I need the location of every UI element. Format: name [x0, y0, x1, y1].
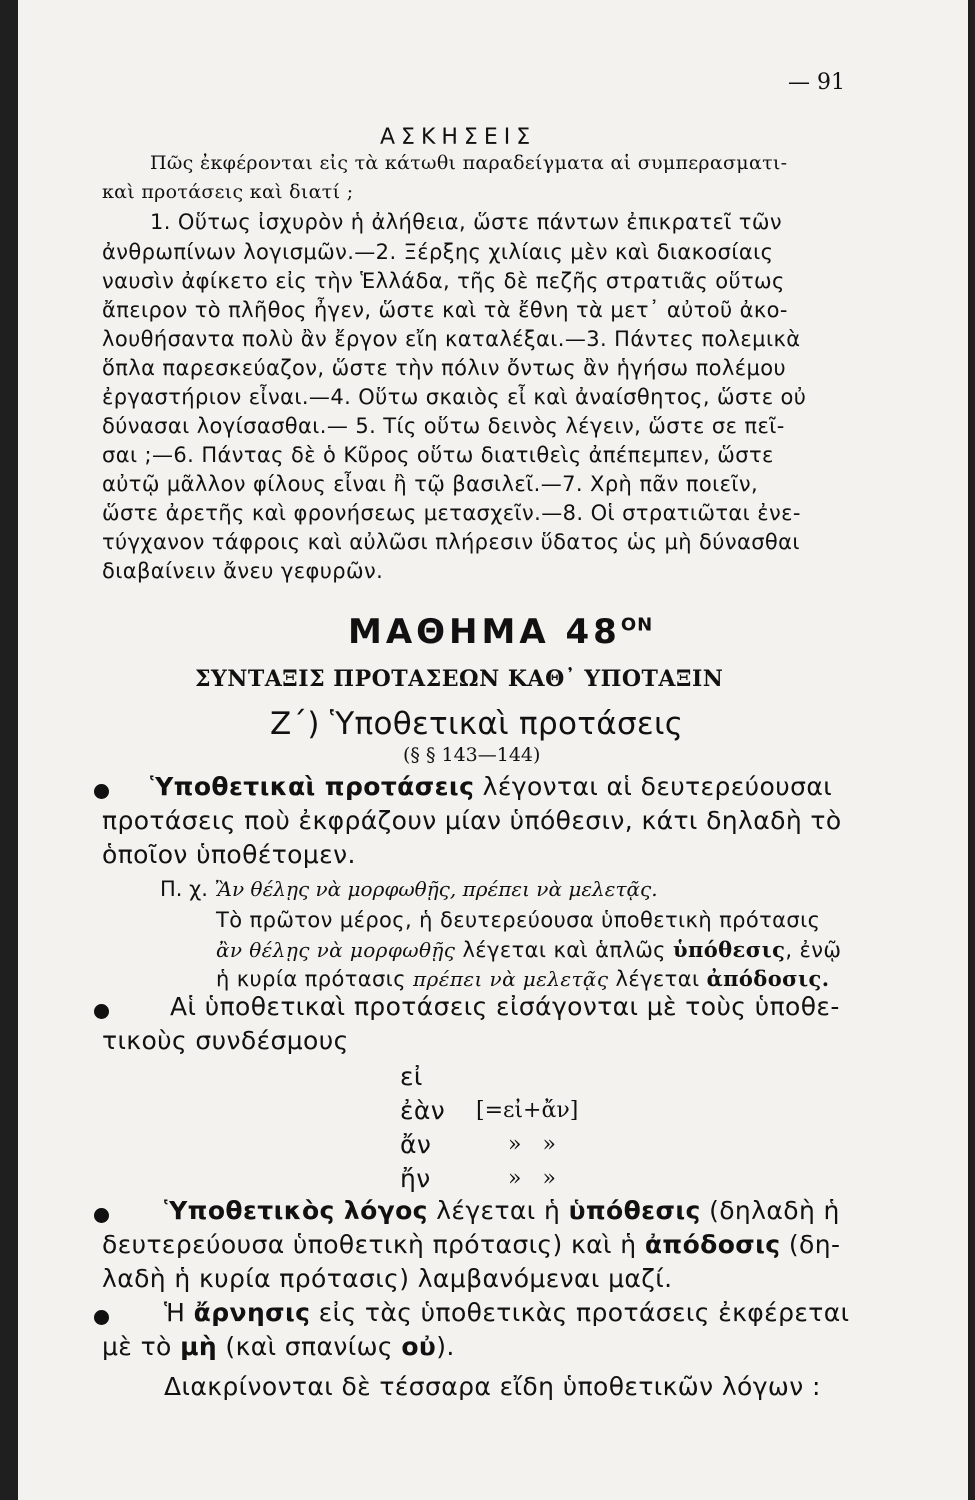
conjunction-word: ἐὰν: [400, 1096, 446, 1125]
term-apodosis: ἀπόδοσις: [644, 1230, 781, 1259]
lesson-title-sup: ΟΝ: [620, 614, 654, 636]
conjunction-note: » »: [508, 1132, 556, 1157]
example-protasis: ἂν θέλῃς νὰ μορφωθῇς: [216, 938, 456, 962]
term-hypothetical-clauses: Ὑποθετικαὶ προτάσεις: [150, 772, 475, 801]
exercise-line: λουθήσαντα πολὺ ἂν ἔργον εἴη καταλέξαι.—3. Πάντες πολεμικὰ: [102, 327, 801, 351]
example-explanation-line: Τὸ πρῶτον μέρος, ἡ δευτερεύουσα ὑποθετικὴ πρότασις: [216, 908, 821, 932]
term-hypothesis: ὑπόθεσις: [568, 1196, 701, 1225]
example-explanation-line: [216, 937, 841, 962]
page-number: — 91: [788, 70, 845, 95]
term-hypothesis: ὑπόθεσις: [672, 937, 786, 962]
bullet-icon: [94, 784, 109, 799]
term-me: μὴ: [180, 1332, 218, 1361]
paragraph-4-line: [102, 1332, 455, 1361]
paragraph-1-text: λέγονται αἱ δευτερεύουσαι: [474, 772, 833, 801]
term-negation: ἄρνησις: [193, 1298, 311, 1327]
exercise-line: ὥστε ἀρετῆς καὶ φρονήσεως μετασχεῖν.—8. Οἱ στρατιῶται ἐνε-: [102, 501, 801, 525]
book-page: [18, 0, 968, 1500]
conjunction-word: εἰ: [400, 1062, 423, 1091]
conjunction-note: » »: [508, 1166, 556, 1191]
exercise-line: ναυσὶν ἀφίκετο εἰς τὴν Ἑλλάδα, τῆς δὲ πεζῆς στρατιᾶς οὕτως: [102, 269, 785, 293]
exercise-line: σαι ;—6. Πάντας δὲ ὁ Κῦρος οὕτω διατιθεὶς ἀπέπεμπεν, ὥστε: [102, 443, 774, 467]
paragraphs-reference: (§ § 143—144): [403, 744, 541, 766]
paragraph-3-text: (δηλαδὴ ἡ: [700, 1196, 840, 1225]
paragraph-4-text: (καὶ σπανίως: [217, 1332, 402, 1361]
exercises-heading: ΑΣΚΗΣΕΙΣ: [380, 125, 537, 150]
paragraph-2-line: τικοὺς συνδέσμους: [102, 1026, 349, 1055]
bullet-icon: [94, 1310, 109, 1325]
example-text: ἡ κυρία πρότασις: [216, 967, 413, 991]
exercise-line: δύνασαι λογίσασθαι.— 5. Τίς οὕτω δεινὸς λέγειν, ὥστε σε πεῖ-: [102, 414, 785, 438]
exercises-intro-line: Πῶς ἐκφέρονται εἰς τὰ κάτωθι παραδείγματα αἱ συμπερασματι-: [150, 152, 788, 174]
exercise-line: 1. Οὕτως ἰσχυρὸν ἡ ἀλήθεια, ὥστε πάντων ἐπικρατεῖ τῶν: [150, 210, 782, 234]
paragraph-5-line: Διακρίνονται δὲ τέσσαρα εἴδη ὑποθετικῶν λόγων :: [164, 1372, 821, 1401]
paragraph-4-text: εἰς τὰς ὑποθετικὰς προτάσεις ἐκφέρεται: [310, 1298, 850, 1327]
bullet-icon: [94, 1208, 109, 1223]
example-sentence: Ἂν θέλῃς νὰ μορφωθῇς, πρέπει νὰ μελετᾷς.: [214, 877, 658, 901]
example-line: [160, 877, 658, 901]
bullet-icon: [94, 1004, 109, 1019]
lesson-title-text: ΜΑΘΗΜΑ 48: [348, 612, 621, 652]
paragraph-3-text: λέγεται ἡ: [427, 1196, 569, 1225]
term-hypothetical-speech: Ὑποθετικὸς λόγος: [164, 1196, 428, 1225]
paragraph-4-text: ).: [436, 1332, 455, 1361]
exercise-line: ἀνθρωπίνων λογισμῶν.—2. Ξέρξης χιλίαις μὲν καὶ διακοσίαις: [102, 240, 774, 264]
section-heading: Ζ΄) Ὑποθετικαὶ προτάσεις: [270, 706, 684, 742]
term-apodosis: ἀπόδοσις.: [706, 966, 830, 991]
exercise-line: αὐτῷ μᾶλλον φίλους εἶναι ἢ τῷ βασιλεῖ.—7. Χρὴ πᾶν ποιεῖν,: [102, 472, 759, 496]
exercise-line: ἐργαστήριον εἶναι.—4. Οὕτω σκαιὸς εἶ καὶ ἀναίσθητος, ὥστε οὐ: [102, 385, 807, 409]
example-text: λέγεται: [608, 967, 707, 991]
paragraph-3-line: [164, 1196, 840, 1225]
conjunction-word: ἄν: [400, 1130, 432, 1159]
paragraph-3-line: λαδὴ ἡ κυρία πρότασις) λαμβανόμεναι μαζί.: [102, 1264, 673, 1293]
exercise-line: διαβαίνειν ἄνευ γεφυρῶν.: [102, 559, 384, 583]
paragraph-3-text: δευτερεύουσα ὑποθετικὴ πρότασις) καὶ ἡ: [102, 1230, 645, 1259]
paragraph-3-line: [102, 1230, 840, 1259]
lesson-subtitle: ΣΥΝΤΑΞΙΣ ΠΡΟΤΑΣΕΩΝ ΚΑΘ᾽ ΥΠΟΤΑΞΙΝ: [195, 666, 724, 692]
paragraph-1-line: ὁποῖον ὑποθέτομεν.: [102, 840, 356, 869]
paragraph-1-line: [150, 772, 832, 801]
example-text: , ἐνῷ: [785, 938, 842, 962]
exercise-line: ἄπειρον τὸ πλῆθος ἦγεν, ὥστε καὶ τὰ ἔθνη τὰ μετ᾽ αὐτοῦ ἀκο-: [102, 298, 788, 322]
example-label: Π. χ.: [160, 877, 208, 901]
paragraph-4-line: [164, 1298, 849, 1327]
example-apodosis: πρέπει νὰ μελετᾷς: [413, 967, 609, 991]
exercise-line: τύγχανον τάφροις καὶ αὐλῶσι πλήρεσιν ὕδατος ὡς μὴ δύνασθαι: [102, 530, 800, 554]
lesson-title: [348, 612, 653, 652]
exercise-line: ὅπλα παρεσκεύαζον, ὥστε τὴν πόλιν ὄντως ἂν ἡγήσω πολέμου: [102, 356, 787, 380]
example-text: λέγεται καὶ ἁπλῶς: [455, 938, 673, 962]
paragraph-3-text: (δη-: [780, 1230, 841, 1259]
conjunction-word: ἤν: [400, 1164, 431, 1193]
example-explanation-line: [216, 966, 829, 991]
term-ou: οὐ: [401, 1332, 437, 1361]
paragraph-1-line: προτάσεις ποὺ ἐκφράζουν μίαν ὑπόθεσιν, κάτι δηλαδὴ τὸ: [102, 806, 842, 835]
paragraph-2-line: Αἱ ὑποθετικαὶ προτάσεις εἰσάγονται μὲ τοὺς ὑποθε-: [170, 992, 840, 1021]
exercises-intro-line: καὶ προτάσεις καὶ διατί ;: [102, 181, 354, 203]
paragraph-4-text: μὲ τὸ: [102, 1332, 181, 1361]
conjunction-note: [=εἰ+ἄν]: [476, 1098, 579, 1123]
paragraph-4-text: Ἡ: [164, 1298, 194, 1327]
